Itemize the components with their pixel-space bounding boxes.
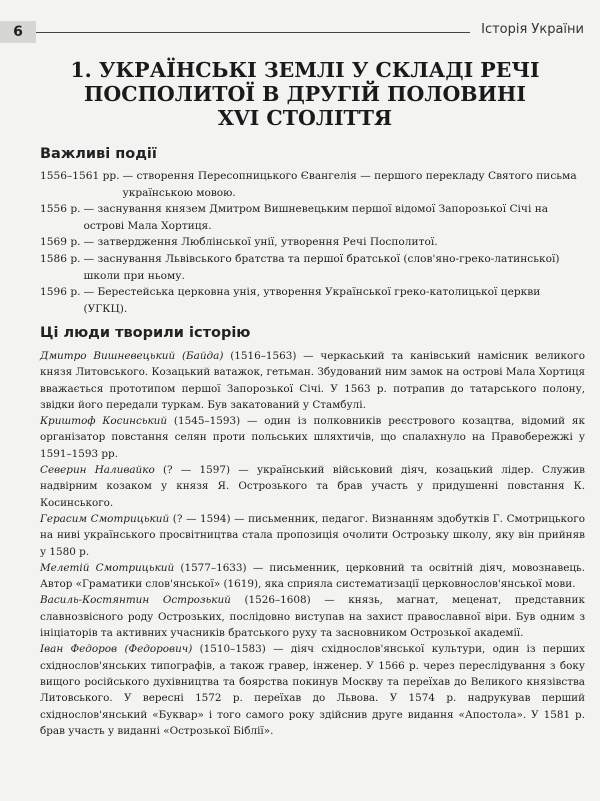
event-item (40, 168, 585, 201)
person-bio: (? — 1594) — письменник, педагог. Визнанням здобутків Г. Смотрицького на ниві українського просвітництва стала пропозиція очолити Острозьку школу, яку він прийняв у 1580 р. (40, 512, 585, 558)
chapter-title-line: XVI СТОЛІТТЯ (217, 106, 393, 130)
people-list (40, 348, 585, 739)
person-name: Дмитро Вишневецький (Байда) (40, 350, 224, 362)
person-bio: (1510–1583) — діяч східнослов'янської культури, один із перших східнослов'янських типографів, а також гравер, інженер. У 1566 р. через переслідування з боку вищого російського духівництва та боярства покинув Москву та переїхав до Великого князівства Литовського. У вересні 1572 р. переїхав до Львова. У 1574 р. надрукував перший східнослов'янський «Буквар» і того самого року здійснив друге видання «Апостола». У 1581 р. брав участь у виданні «Острозької Біблії». (40, 643, 585, 737)
person-bio: (? — 1597) — український військовий діяч, козацький лідер. Служив надвірним козаком у князя Я. Острозького та брав участь у придушенні повстання К. Косинського. (40, 464, 585, 509)
event-text: — створення Пересопницького Євангелія — першого перекладу Святого письма українською мовою. (122, 170, 577, 199)
people-heading: Ці люди творили історію (40, 325, 251, 341)
person-bio: (1577–1633) — письменник, церковний та освітній діяч, мовознавець. Автор «Граматики слов'янської» (1619), яка сприяла систематизації церковнослов'янської мови. (40, 561, 585, 591)
event-item (40, 201, 585, 234)
person-entry (40, 462, 585, 511)
event-date: 1596 р. (40, 286, 81, 299)
person-name: Мелетій Смотрицький (40, 561, 175, 574)
event-date: 1556–1561 рр. (40, 170, 120, 182)
page-number: 6 (0, 21, 36, 43)
person-entry (40, 592, 585, 641)
person-entry (40, 413, 585, 462)
chapter-title (60, 58, 550, 130)
event-text: — Берестейська церковна унія, утворення Української греко-католицької церкви (УГКЦ). (83, 286, 541, 315)
person-name: Северин Наливайко (40, 464, 155, 477)
chapter-title-line: ПОСПОЛИТОЇ В ДРУГІЙ ПОЛОВИНІ (84, 82, 526, 106)
person-name: Іван Федоров (Федорович) (40, 643, 193, 656)
event-text: — заснування Львівського братства та першої братської (слов'яно-греко-латинської) школи при ньому. (83, 252, 560, 282)
event-date: 1586 р. (40, 252, 81, 265)
person-name: Василь-Костянтин Острозький (40, 594, 231, 607)
person-entry (40, 348, 585, 413)
event-date: 1569 р. (40, 236, 81, 249)
running-title: Історія України (481, 22, 584, 37)
event-text: — затвердження Люблінської унії, утворення Речі Посполитої. (83, 236, 438, 249)
person-entry (40, 511, 585, 560)
page-header (0, 20, 600, 44)
event-item (40, 234, 585, 251)
header-rule (36, 32, 470, 33)
person-bio: (1545–1593) — один із полковників реєстрового козацтва, відомий як організатор повстання селян проти польських шляхтичів, що спалахнуло на Правобережжі у 1591–1593 рр. (40, 415, 585, 460)
events-list (40, 168, 585, 317)
person-bio: (1526–1608) — князь, магнат, меценат, представник славнозвісного роду Острозьких, послідовно виступав на захист православної віри. Був одним з ініціаторів та активних учасників братського руху та засновником Острозької академії. (40, 594, 585, 640)
event-item (40, 251, 585, 284)
events-heading: Важливі події (40, 146, 157, 162)
person-bio: (1516–1563) — черкаський та канівський намісник великого князя Литовського. Козацький ватажок, гетьман. Збудований ним замок на острові Мала Хортиця вважається прототипом першої Запорозької Січі. У 1563 р. потрапив до татарського полону, звідки його передали туркам. Був закатований у Стамбулі. (40, 350, 585, 411)
person-entry (40, 560, 585, 593)
event-text: — заснування князем Дмитром Вишневецьким першої відомої Запорозької Січі на острові Мала Хортиця. (83, 203, 549, 232)
person-name: Герасим Смотрицький (40, 512, 170, 525)
person-entry (40, 641, 585, 739)
event-date: 1556 р. (40, 203, 81, 216)
person-name: Криштоф Косинський (40, 415, 168, 428)
chapter-title-line: 1. УКРАЇНСЬКІ ЗЕМЛІ У СКЛАДІ РЕЧІ (70, 58, 540, 82)
event-item (40, 284, 585, 317)
